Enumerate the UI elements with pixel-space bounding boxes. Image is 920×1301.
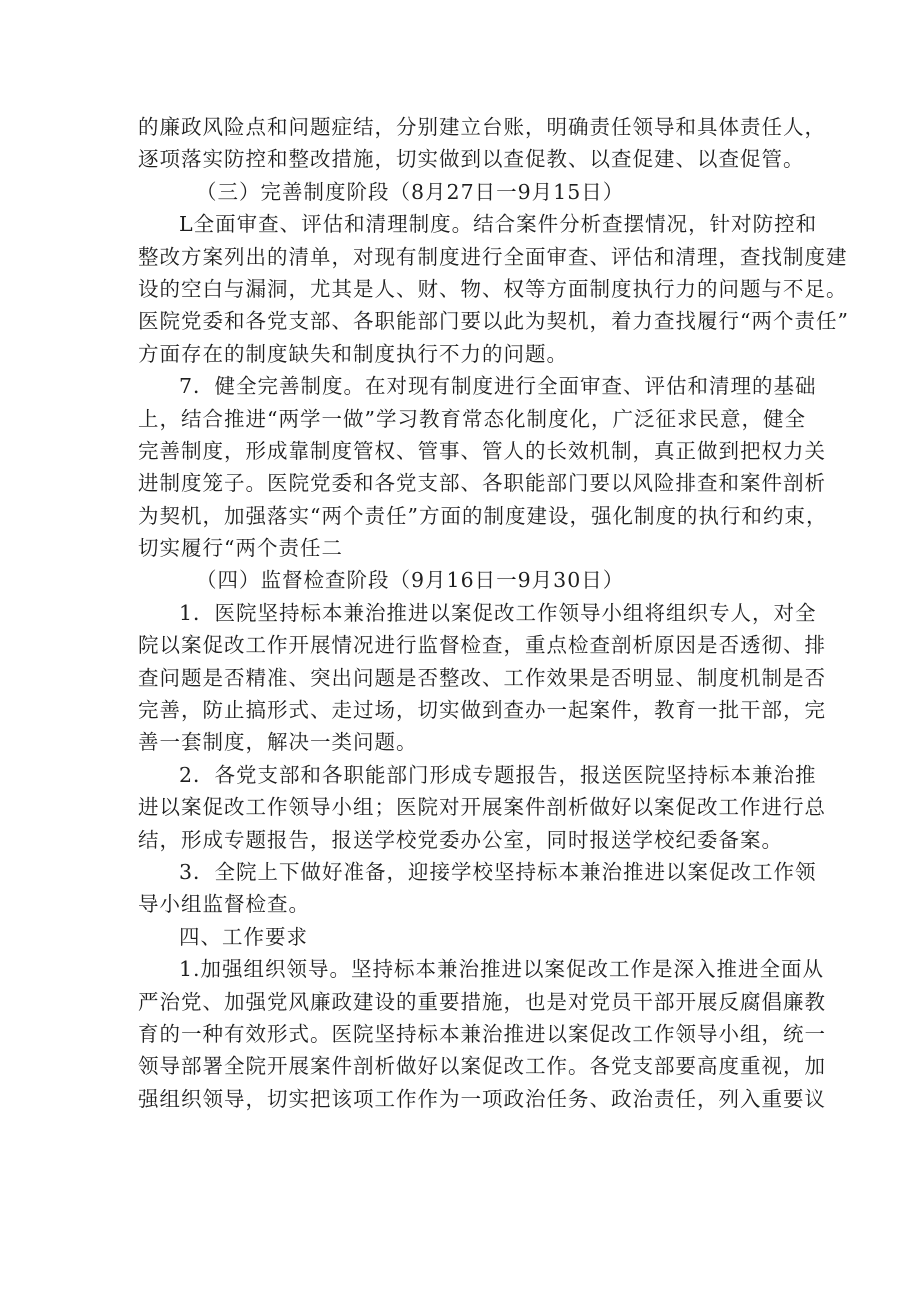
body-line: 的廉政风险点和问题症结，分别建立台账，明确责任领导和具体责任人， <box>138 115 826 139</box>
body-line: 查问题是否精准、突出问题是否整改、工作效果是否明显、制度机制是否 <box>138 665 826 690</box>
body-line: 设的空白与漏洞，尤其是人、财、物、权等方面制度执行力的问题与不足。 <box>138 276 848 301</box>
body-line: 7．健全完善制度。在对现有制度进行全面审查、评估和清理的基础 <box>179 374 817 399</box>
section-heading: （三）完善制度阶段（8月27日一9月15日） <box>196 179 625 204</box>
body-line: 为契机，加强落实“两个责任”方面的制度建设，强化制度的执行和约束， <box>138 503 828 528</box>
section-heading: 四、工作要求 <box>179 924 308 949</box>
body-line: 导小组监督检查。 <box>138 892 310 917</box>
body-line: 进以案促改工作领导小组；医院对开展案件剖析做好以案促改工作进行总 <box>138 795 826 820</box>
section-heading: （四）监督检查阶段（9月16日一9月30日） <box>196 568 625 593</box>
body-line: 1．医院坚持标本兼治推进以案促改工作领导小组将组织专人，对全 <box>179 600 817 625</box>
body-line: 1.加强组织领导。坚持标本兼治推进以案促改工作是深入推进全面从 <box>179 957 825 982</box>
body-line: 上，结合推进“两学一做”学习教育常态化制度化，广泛征求民意，健全 <box>138 406 806 431</box>
body-line: 方面存在的制度缺失和制度执行不力的问题。 <box>138 341 568 366</box>
body-line: 完善，防止搞形式、走过场，切实做到查办一起案件，教育一批干部，完 <box>138 698 826 723</box>
body-line: 2．各党支部和各职能部门形成专题报告，报送医院坚持标本兼治推 <box>179 762 817 787</box>
body-line: 强组织领导，切实把该项工作作为一项政治任务、政治责任，列入重要议 <box>138 1086 826 1111</box>
body-line: 逐项落实防控和整改措施，切实做到以查促教、以查促建、以查促管。 <box>138 147 805 172</box>
body-line: 切实履行“两个责任二 <box>138 536 343 561</box>
body-line: 育的一种有效形式。医院坚持标本兼治推进以案促改工作领导小组，统一 <box>138 1021 826 1046</box>
body-line: 院以案促改工作开展情况进行监督检查，重点检查剖析原因是否透彻、排 <box>138 633 826 658</box>
body-line: 进制度笼子。医院党委和各党支部、各职能部门要以风险排查和案件剖析 <box>138 471 826 496</box>
body-line: 3．全院上下做好准备，迎接学校坚持标本兼治推进以案促改工作领 <box>179 859 817 884</box>
body-line: 完善制度，形成靠制度管权、管事、管人的长效机制，真正做到把权力关 <box>138 438 826 463</box>
body-line: 严治党、加强党风廉政建设的重要措施，也是对党员干部开展反腐倡廉教 <box>138 989 826 1014</box>
body-line: 结，形成专题报告，报送学校党委办公室，同时报送学校纪委备案。 <box>138 827 783 852</box>
body-line: 医院党委和各党支部、各职能部门要以此为契机，着力查找履行“两个责任” <box>138 309 849 334</box>
body-line: 善一套制度，解决一类问题。 <box>138 730 418 755</box>
body-line: 整改方案列出的清单，对现有制度进行全面审查、评估和清理，查找制度建 <box>138 244 848 269</box>
body-line: 领导部署全院开展案件剖析做好以案促改工作。各党支部要高度重视，加 <box>138 1054 826 1079</box>
body-line: L全面审查、评估和清理制度。结合案件分析查摆情况，针对防控和 <box>179 212 818 237</box>
document-body <box>138 111 849 1115</box>
